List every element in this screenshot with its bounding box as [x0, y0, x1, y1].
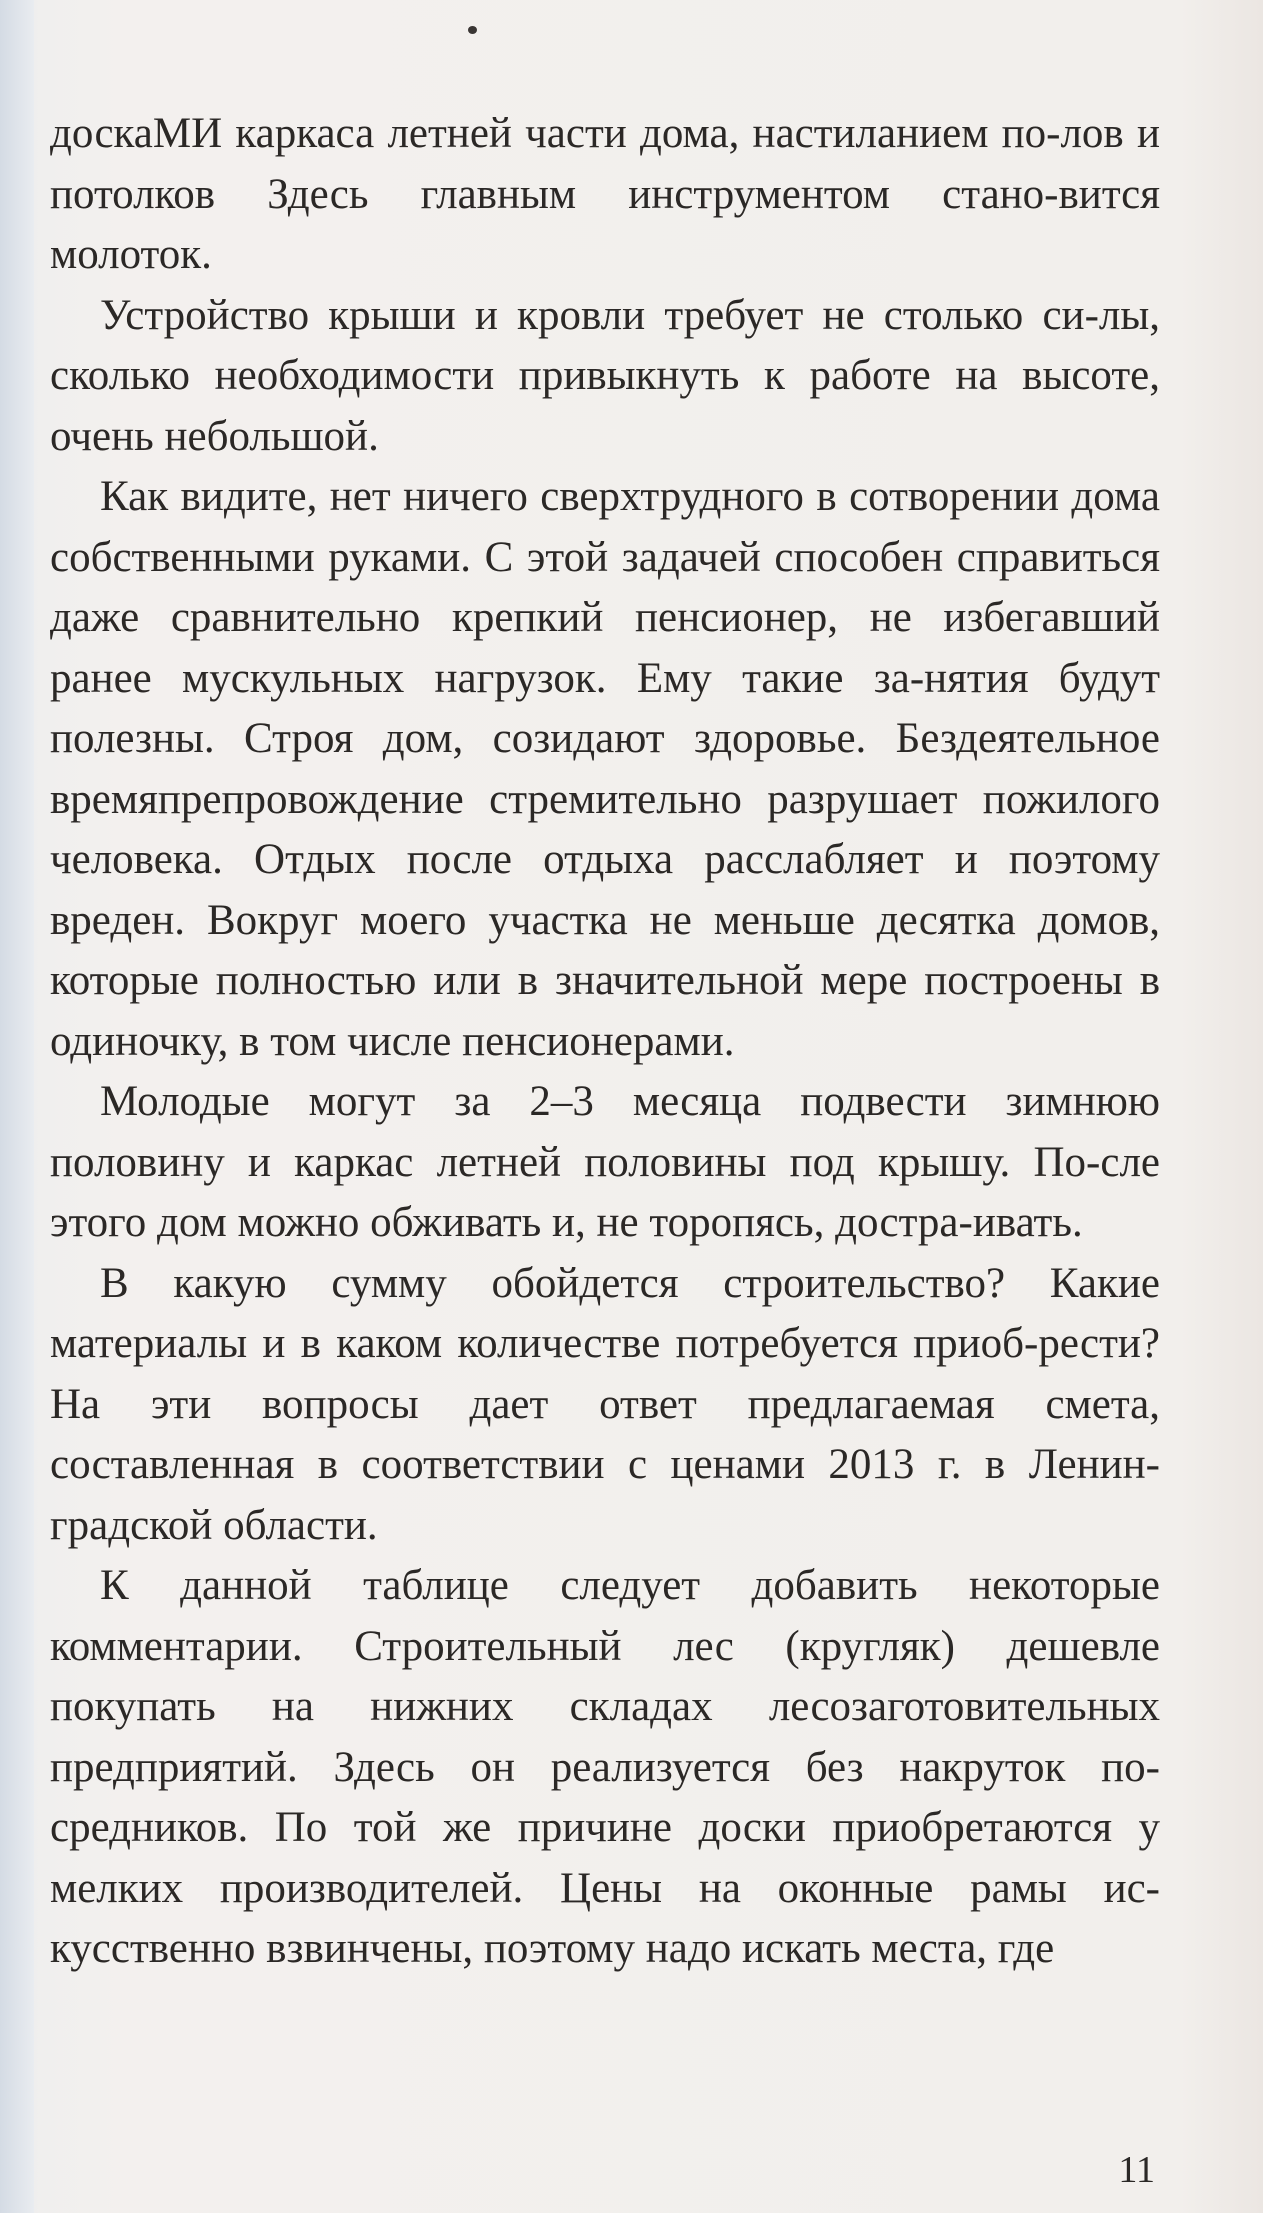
paragraph-1: доскаМИ каркаса летней части дома, настиланием по-лов и потолков Здесь главным инструментом стано-вится молоток. — [50, 110, 1160, 278]
page-number: 11 — [1118, 2149, 1155, 2191]
paragraph-5: В какую сумму обойдется строительство? Какие материалы и в каком количестве потребуется приоб-рести? На эти вопросы дает ответ предлагаемая смета, составленная в соответствии с ценами 2013 г. в Ленин-градской области. — [50, 1259, 1160, 1549]
body-text — [50, 104, 1160, 1980]
page-spine-shadow — [0, 0, 34, 2213]
paragraph-6: К данной таблице следует добавить некоторые комментарии. Строительный лес (кругляк) дешевле покупать на нижних складах лесозаготовительных предприятий. Здесь он реализуется без накруток по-средников. По той же причине доски приобретаются у мелких производителей. Цены на оконные рамы ис-кусственно взвинчены, поэтому надо искать места, где — [50, 1562, 1160, 1972]
ink-speck — [468, 26, 477, 34]
paragraph-3: Как видите, нет ничего сверхтрудного в сотворении дома собственными руками. С этой задачей способен справиться даже сравнительно крепкий пенсионер, не избегавший ранее мускульных нагрузок. Ему такие за-нятия будут полезны. Строя дом, созидают здоровье. Бездеятельное времяпрепровождение стремительно разрушает пожилого человека. Отдых после отдыха расслабляет и поэтому вреден. Вокруг моего участка не меньше десятка домов, которые полностью или в значительной мере построены в одиночку, в том числе пенсионерами. — [50, 473, 1160, 1065]
paragraph-4: Молодые могут за 2–3 месяца подвести зимнюю половину и каркас летней половины под крышу. По-сле этого дом можно обживать и, не торопясь, достра-ивать. — [50, 1078, 1160, 1246]
paragraph-2: Устройство крыши и кровли требует не столько си-лы, сколько необходимости привыкнуть к работе на высоте, очень небольшой. — [50, 291, 1160, 460]
